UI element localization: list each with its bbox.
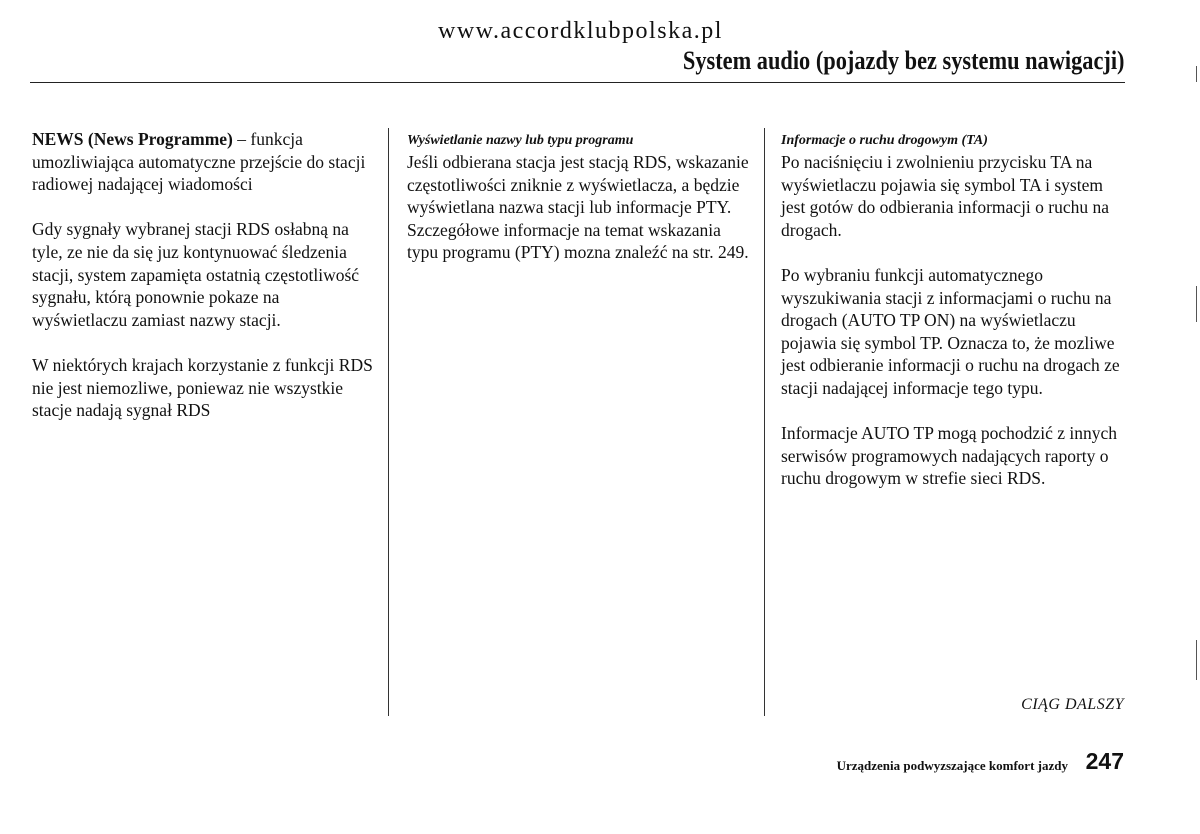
news-term: NEWS (News Programme) [32,129,233,149]
ta-button-paragraph: Po naciśnięciu i zwolnieniu przycisku TA na wyświetlaczu pojawia się symbol TA i system jest gotów do odbierania informacji o ruchu na drogach. [781,152,1110,240]
column-news [32,128,377,444]
section-title: System audio (pojazdy bez systemu nawigacji) [682,46,1124,75]
edge-mark-bottom [1196,640,1197,680]
auto-tp-sources-paragraph: Informacje AUTO TP mogą pochodzić z innych serwisów programowych nadających raporty o ruchu drogowym w strefie sieci RDS. [781,423,1117,489]
column-divider-left [388,128,389,716]
rds-availability-paragraph: W niektórych krajach korzystanie z funkcji RDS nie jest niemozliwe, poniewaz nie wszystkie stacje nadają sygnał RDS [32,354,373,421]
chapter-title: Urządzenia podwyzszające komfort jazdy [836,758,1068,773]
continued-label: CIĄG DALSZY [1021,696,1124,713]
edge-mark-middle [1196,286,1197,322]
page-number: 247 [1085,748,1124,774]
header-rule [30,82,1125,83]
program-display-heading: Wyświetlanie nazwy lub typu programu [407,133,634,148]
edge-mark-top [1196,66,1197,82]
news-paragraph [32,128,377,196]
traffic-info-heading: Informacje o ruchu drogowym (TA) [781,133,988,148]
program-display-paragraph: Jeśli odbierana stacja jest stacją RDS, wskazanie częstotliwości zniknie z wyświetlacza, a będzie wyświetlana nazwa stacji lub informacje PTY. Szczegółowe informacje na temat wskazania typu programu (PTY) mozna znaleźć na str. 249. [407,152,749,263]
column-divider-right [764,128,765,716]
column-program-display [407,128,752,287]
site-url: www.accordklubpolska.pl [438,18,723,44]
news-description: – funkcja umozliwiająca automatyczne przejście do stacji radiowej nadającej wiadomości [32,129,366,195]
signal-loss-paragraph: Gdy sygnały wybranej stacji RDS osłabną na tyle, ze nie da się juz kontynuować śledzenia stacji, system zapamięta ostatnią częstotliwość sygnału, którą ponownie pokaze na wyświetlaczu zamiast nazwy stacji. [32,219,360,330]
column-traffic-info [781,128,1126,513]
auto-tp-paragraph: Po wybraniu funkcji automatycznego wyszukiwania stacji z informacjami o ruchu na drogach (AUTO TP ON) na wyświetlaczu pojawia się symbol TP. Oznacza to, że mozliwe jest odbieranie informacji o ruchu na drogach ze stacji nadającej informacje tego typu. [781,264,1120,398]
